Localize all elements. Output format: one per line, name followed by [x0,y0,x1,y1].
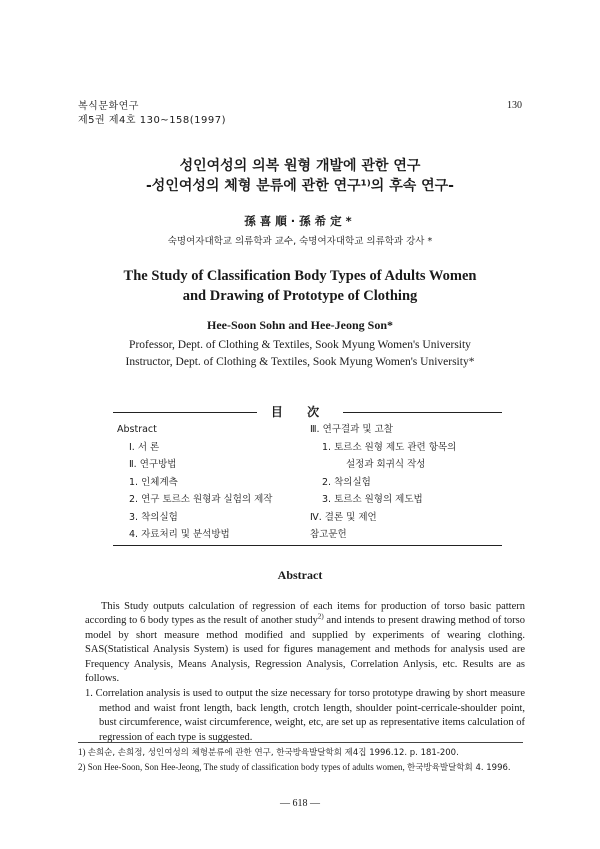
korean-authors: 孫喜順·孫希定* [244,214,356,228]
toc-entry: Ⅳ. 결론 및 제언 [310,511,377,523]
journal-volume: 제5권 제4호 130~158(1997) [78,115,227,126]
toc-entry: 1. 토르소 원형 제도 관련 항목의 [322,441,457,453]
footnote-2 [78,761,523,776]
toc-entry: 설정과 회귀식 작성 [346,459,426,470]
top-page-number: 130 [507,100,522,111]
toc-entry: Ⅱ. 연구방법 [129,459,177,470]
english-affiliation [0,337,600,371]
korean-title-line2: -성인여성의 체형 분류에 관한 연구¹⁾의 후속 연구- [146,178,454,194]
toc-entry: 참고문헌 [310,529,347,540]
toc-entry: Ⅲ. 연구결과 및 고찰 [310,424,393,435]
abstract-paragraph [85,600,525,686]
result-item: 1. Correlation analysis is used to output the size necessary for torso prototype drawing by short measure method and waist front length, back length, crotch length, shoulder point-cerricale-shoulder point, bust circumference, waist circumference, weight, etc, are set up as representative items calculation of regression of each type is suggested. [85,688,525,743]
toc-entry: 4. 자료처리 및 분석방법 [129,529,230,540]
abstract-heading: Abstract [277,568,323,582]
affiliation-line1: Professor, Dept. of Clothing & Textiles, Sook Myung Women's University [129,339,471,351]
toc-title [0,403,600,421]
footnote-number: 2) [78,761,86,772]
abstract-body [85,600,525,745]
abstract-text: This Study outputs calculation of regression of each items for production of torso basic pattern according to 6 body types as the result of another study [85,601,525,627]
english-title-line1: The Study of Classification Body Types of Adults Women [123,268,477,284]
toc-left-column [117,421,272,544]
toc-title-text: 目 次 [257,405,343,419]
english-title-line2: and Drawing of Prototype of Clothing [182,288,418,304]
korean-title-line1: 성인여성의 의복 원형 개발에 관한 연구 [179,158,421,174]
english-authors: Hee-Soon Sohn and Hee-Jeong Son* [206,318,394,332]
affiliation-line2: Instructor, Dept. of Clothing & Textiles, Sook Myung Women's University* [125,356,475,368]
footnote-text: Son Hee-Soon, Son Hee-Jeong, The study of classification body types of adults women, [87,761,408,772]
journal-header [78,100,226,128]
toc-bottom-rule [113,545,502,546]
abstract-text-rest: and intends to present drawing method of torso model by short measure method modified and supplied by experiments of wearing clothing. SAS(Statistical Analysis System) is used for figures management and methods for analysis used are Frequency Analysis, Means Analysis, Regression Analysis, Correlation Anlysis, etc. Results are as follows. [85,615,525,685]
toc-entry: 2. 착의실험 [322,476,371,488]
toc-entry: 3. 토르소 원형의 제도법 [322,494,423,505]
footnote-text-ko: 한국방육발달학회 4. 1996. [407,762,511,773]
toc-entry: 2. 연구 토르소 원형과 실험의 제작 [129,494,273,505]
journal-name: 복식문화연구 [78,101,139,112]
toc-entry: 1. 인체계측 [129,476,178,488]
footnote-1 [78,746,523,761]
toc-entry: 3. 착의실험 [129,511,178,523]
english-title [0,266,600,306]
bottom-page-number: — 618 — [280,798,320,809]
footnote-ref: 2) [317,612,324,621]
korean-affiliation: 숙명여자대학교 의류학과 교수, 숙명여자대학교 의류학과 강사 * [167,236,433,247]
toc-entry: Ⅰ. 서 론 [129,441,160,453]
toc-right-column [310,421,456,544]
toc-entry: Abstract [117,424,157,435]
korean-title [0,156,600,196]
footnote-text: 손희순, 손희정, 성인여성의 체형분류에 관한 연구, 한국방육발달학회 제4집 1996.12. p. 181-200. [87,748,459,758]
footnote-number: 1) [78,747,86,757]
footnote-rule [78,742,523,743]
footnotes [78,746,523,775]
